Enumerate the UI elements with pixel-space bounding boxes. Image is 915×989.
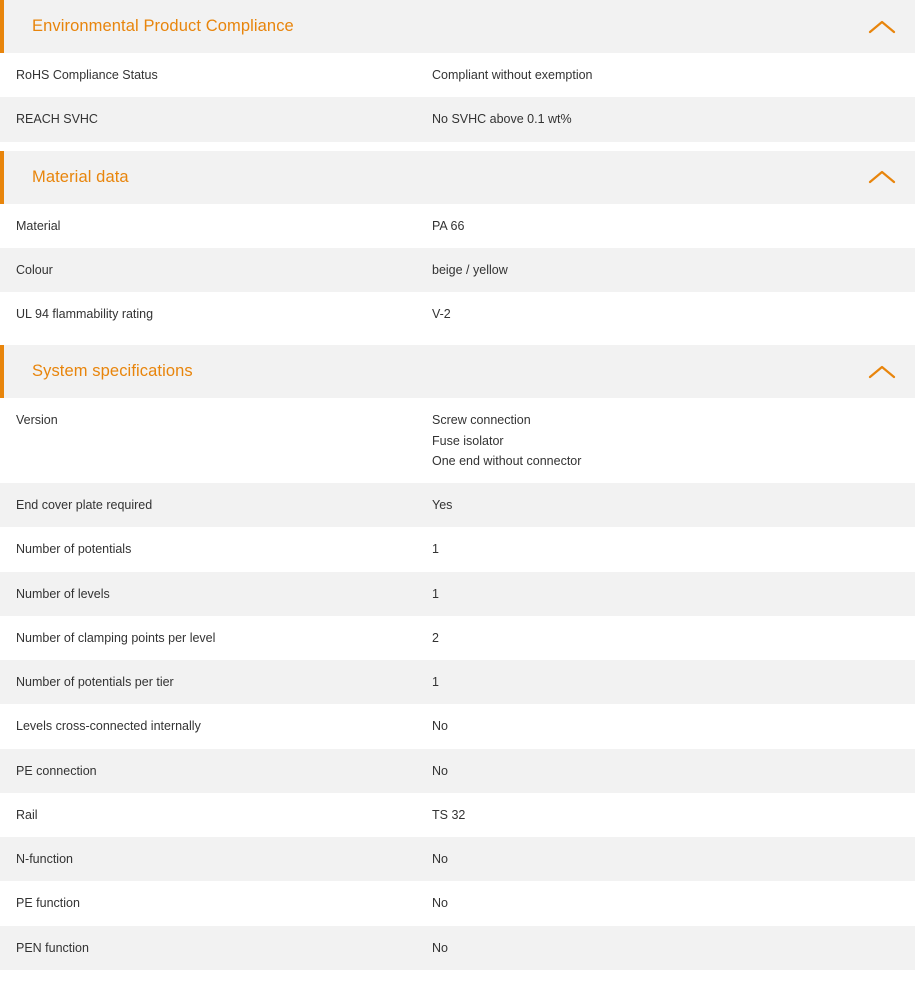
spec-value-lines bbox=[432, 938, 915, 958]
spec-value bbox=[432, 204, 915, 248]
spec-value-line: 1 bbox=[432, 542, 439, 557]
table-row bbox=[0, 660, 915, 704]
spec-value-lines bbox=[432, 805, 915, 825]
spec-value-lines bbox=[432, 628, 915, 648]
spec-value-line: PA 66 bbox=[432, 218, 465, 233]
spec-label: UL 94 flammability rating bbox=[16, 307, 154, 321]
spec-label: Material bbox=[16, 218, 61, 233]
section-title: Material data bbox=[32, 167, 129, 186]
table-row bbox=[0, 704, 915, 748]
spec-value-line: V-2 bbox=[432, 307, 451, 321]
spec-value-line: No bbox=[432, 940, 448, 955]
table-row bbox=[0, 398, 915, 483]
spec-value-lines bbox=[432, 495, 915, 515]
spec-value bbox=[432, 483, 915, 527]
spec-value-line: 2 bbox=[432, 630, 439, 645]
spec-value-line: beige / yellow bbox=[432, 262, 508, 277]
table-row bbox=[0, 483, 915, 527]
page-bottom-spacer bbox=[0, 979, 915, 989]
spec-label: REACH SVHC bbox=[16, 112, 98, 127]
spec-value bbox=[432, 97, 915, 141]
table-row bbox=[0, 204, 915, 248]
spec-value-line: No SVHC above 0.1 wt% bbox=[432, 112, 572, 127]
spec-section bbox=[0, 345, 915, 970]
spec-label: RoHS Compliance Status bbox=[16, 68, 158, 82]
spec-section bbox=[0, 0, 915, 142]
table-row bbox=[0, 527, 915, 571]
spec-value-lines bbox=[432, 716, 915, 736]
table-row bbox=[0, 881, 915, 925]
chevron-up-icon[interactable] bbox=[867, 362, 897, 382]
spec-value-line: Yes bbox=[432, 498, 453, 512]
spec-label: PE function bbox=[16, 896, 80, 911]
spec-value-line: 1 bbox=[432, 675, 439, 689]
spec-label: Number of potentials bbox=[16, 542, 132, 557]
chevron-up-icon[interactable] bbox=[867, 17, 897, 37]
spec-value-line: 1 bbox=[432, 586, 439, 601]
table-row bbox=[0, 97, 915, 141]
spec-value-lines bbox=[432, 584, 915, 604]
spec-value bbox=[432, 881, 915, 925]
spec-value bbox=[432, 837, 915, 881]
table-row bbox=[0, 837, 915, 881]
spec-value bbox=[432, 398, 915, 483]
spec-value-line: No bbox=[432, 763, 448, 778]
section-title: System specifications bbox=[32, 362, 193, 381]
spec-value-lines bbox=[432, 216, 915, 236]
table-row bbox=[0, 292, 915, 336]
section-header[interactable] bbox=[0, 0, 915, 53]
spec-label: Version bbox=[16, 413, 58, 428]
spec-value-lines bbox=[432, 761, 915, 781]
spec-table bbox=[0, 398, 915, 970]
spec-value bbox=[432, 572, 915, 616]
spec-value-line: No bbox=[432, 896, 448, 911]
spec-value bbox=[432, 53, 915, 97]
table-row bbox=[0, 749, 915, 793]
spec-table bbox=[0, 204, 915, 337]
spec-value bbox=[432, 926, 915, 970]
spec-section bbox=[0, 151, 915, 337]
spec-label: PEN function bbox=[16, 940, 89, 955]
spec-value-line: Fuse isolator bbox=[432, 433, 504, 448]
spec-value-lines bbox=[432, 672, 915, 692]
spec-value-lines bbox=[432, 410, 915, 471]
table-row bbox=[0, 572, 915, 616]
table-row bbox=[0, 793, 915, 837]
spec-value-line: TS 32 bbox=[432, 807, 466, 822]
spec-value-lines bbox=[432, 893, 915, 913]
spec-value-line: No bbox=[432, 719, 448, 734]
table-row bbox=[0, 926, 915, 970]
spec-value-lines bbox=[432, 260, 915, 280]
spec-label: Colour bbox=[16, 262, 53, 277]
section-title: Environmental Product Compliance bbox=[32, 17, 294, 35]
spec-value bbox=[432, 248, 915, 292]
spec-value-line: Screw connection bbox=[432, 413, 531, 428]
spec-value bbox=[432, 704, 915, 748]
table-row bbox=[0, 248, 915, 292]
spec-value-line: Compliant without exemption bbox=[432, 68, 593, 82]
spec-label: Levels cross-connected internally bbox=[16, 719, 201, 734]
spec-value-lines bbox=[432, 849, 915, 869]
spec-value-line: No bbox=[432, 852, 448, 866]
spec-label: N-function bbox=[16, 852, 73, 866]
spec-label: End cover plate required bbox=[16, 498, 153, 512]
spec-value-lines bbox=[432, 65, 915, 85]
table-row bbox=[0, 53, 915, 97]
spec-value-lines bbox=[432, 304, 915, 324]
chevron-up-icon[interactable] bbox=[867, 167, 897, 187]
spec-value bbox=[432, 616, 915, 660]
spec-table bbox=[0, 53, 915, 142]
spec-value bbox=[432, 793, 915, 837]
spec-label: Rail bbox=[16, 807, 38, 822]
section-header[interactable] bbox=[0, 151, 915, 204]
spec-label: Number of levels bbox=[16, 586, 110, 601]
spec-value-line: One end without connector bbox=[432, 453, 582, 468]
spec-label: Number of potentials per tier bbox=[16, 675, 174, 689]
section-header[interactable] bbox=[0, 345, 915, 398]
spec-value bbox=[432, 749, 915, 793]
spec-value-lines bbox=[432, 109, 915, 129]
spec-value-lines bbox=[432, 539, 915, 559]
spec-value bbox=[432, 292, 915, 336]
table-row bbox=[0, 616, 915, 660]
spec-label: Number of clamping points per level bbox=[16, 630, 216, 645]
spec-label: PE connection bbox=[16, 763, 97, 778]
spec-value bbox=[432, 527, 915, 571]
spec-value bbox=[432, 660, 915, 704]
